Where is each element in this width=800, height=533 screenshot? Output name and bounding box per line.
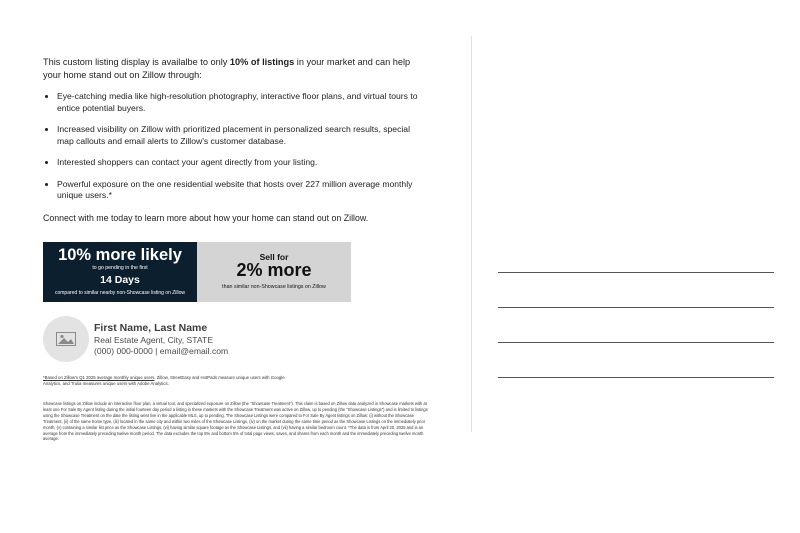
stat-pending-note: compared to similar nearby non-Showcase listing on Zillow: [54, 290, 186, 296]
stats-banner: [43, 242, 351, 302]
stat-pending-sub: to go pending in the first: [92, 265, 148, 271]
footnote-users: *Based on Zillow's Q1 2025 average monthly unique users. Zillow, StreetEasy and HotPads measure unique users with Google Analytics, and Trulia measures unique users with Adobe Analytics.: [43, 375, 285, 386]
address-line: [498, 307, 774, 308]
intro-paragraph: This custom listing display is availalbe to only 10% of listings in your market and can help your home stand out on Zillow through:: [43, 57, 411, 80]
list-item: • Powerful exposure on the one residential website that hosts over 227 million average monthly unique users.*: [57, 179, 428, 202]
image-placeholder-icon: [56, 332, 76, 346]
list-item: • Eye-catching media like high-resolution photography, interactive floor plans, and virtual tours to entice potential buyers.: [57, 91, 428, 114]
call-to-action-text: Connect with me today to learn more about how your home can stand out on Zillow.: [43, 212, 369, 223]
list-item: • Interested shoppers can contact your agent directly from your listing.: [57, 157, 428, 169]
stat-sell-note: than similar non-Showcase listings on Zillow: [222, 284, 326, 290]
list-item: • Increased visibility on Zillow with prioritized placement in personalized search results, special map callouts and email alerts to Zillow's customer database.: [57, 124, 428, 147]
stat-sell-headline: 2% more: [236, 260, 312, 280]
stat-sell-box: [197, 242, 351, 302]
agent-name: First Name, Last Name: [94, 322, 208, 334]
intro-highlight: 10% of listings: [229, 57, 295, 67]
footnote-showcase: Showcase listings on Zillow include an interactive floor plan, a virtual tour, and specialized exposure on Zillow (the "Showcase Treatment"). This claim is based on Zillow data analyzed in Showcase markets with at least one For Sale By Agent listing during the initial fourteen day period a listing in these markets with the Showcase Treatment was active on Zillow, up to pending (the "Showcase Listings") and is limited to listings using the Showcase Treatment on the date the listing went live in the applicable MLS, up to pending. The Showcase Listings were compared to For Sale By Agent listings on Zillow: (i) without the Showcase Treatment, (ii) of the same home type, (iii) located in the same city and within two miles of the Showcase Listings, (iv) on the market during the same time period as the Showcase Listings on the immediately prior month, (v) containing a similar list price as the Showcase Listings, (vi) having similar square footage as the Showcase Listings, and (vii) having a similar bedroom count. *The data is from April 20, 2025 and is an average from the immediately preceding twelve month period. The data excludes the top 5% and bottom 5% of total page views, saves, and shares from each month and the immediately preceding twelve month average.: [43, 401, 428, 442]
address-line: [498, 377, 774, 378]
agent-info: [94, 322, 228, 357]
stat-pending-box: [43, 242, 197, 302]
footnote-link[interactable]: *Based on Zillow's Q1 2025 average monthly unique users: [43, 375, 155, 380]
body-copy: [43, 56, 428, 224]
stat-pending-days: 14 Days: [100, 274, 140, 286]
stat-sell-pre: Sell for: [259, 252, 289, 262]
avatar: [43, 316, 89, 362]
agent-contact: (000) 000-0000 | email@email.com: [94, 346, 229, 356]
panel-divider: [471, 36, 472, 432]
agent-title: Real Estate Agent, City, STATE: [94, 335, 213, 345]
address-line: [498, 272, 774, 273]
address-line: [498, 342, 774, 343]
benefits-list: [43, 91, 428, 202]
stat-pending-headline: 10% more likely: [58, 246, 182, 264]
